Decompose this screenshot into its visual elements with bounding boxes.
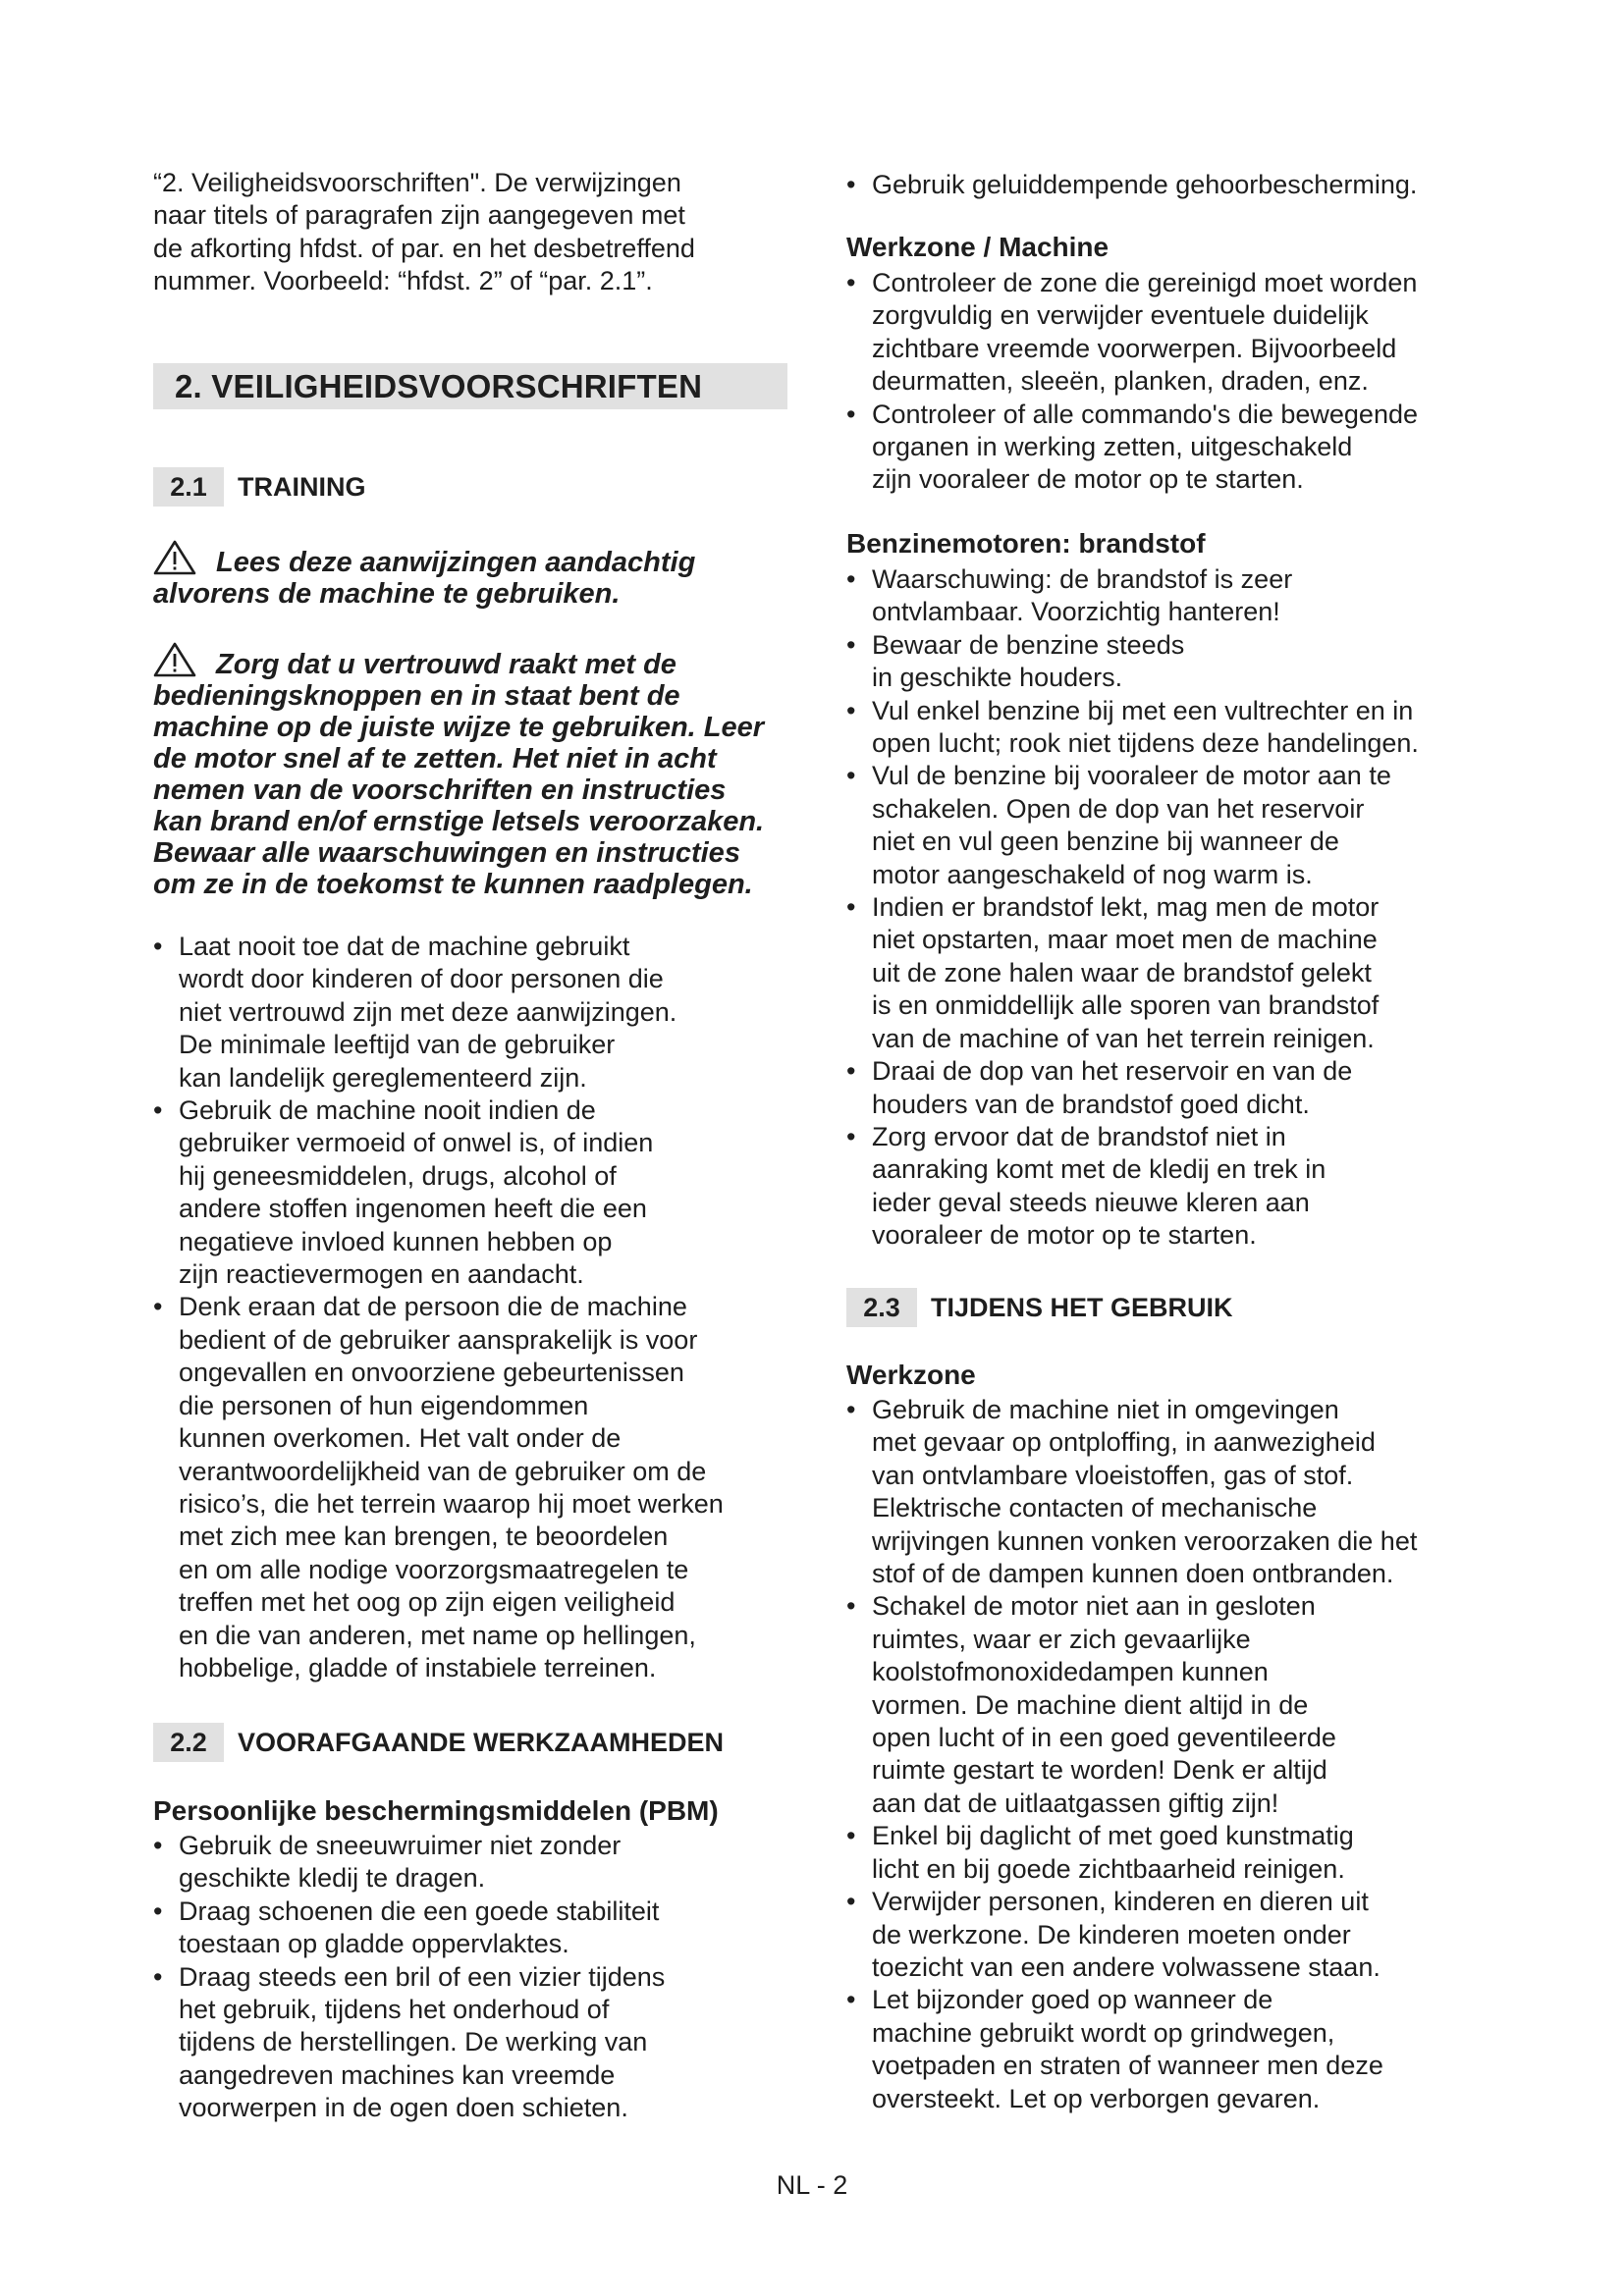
werkzone-bullet-list [846, 1394, 1485, 2115]
list-item: • Gebruik geluiddempende gehoorbescherming. [846, 169, 1485, 201]
list-item: • Let bijzonder goed op wanneer de machine gebruikt wordt op grindwegen, voetpaden en straten of wanneer men deze oversteekt. Let op verborgen gevaren. [846, 1984, 1485, 2115]
list-item: • Laat nooit toe dat de machine gebruikt wordt door kinderen of door personen die niet vertrouwd zijn met deze aanwijzingen. De minimale leeftijd van de gebruiker kan landelijk gereglementeerd zijn. [153, 931, 787, 1095]
section-title: TIJDENS HET GEBRUIK [931, 1293, 1233, 1322]
chapter-heading [153, 363, 787, 409]
list-item: • Bewaar de benzine steeds in geschikte houders. [846, 629, 1485, 695]
section-number: 2.3 [846, 1288, 917, 1327]
warning-line: Bewaar alle waarschuwingen en instructies [153, 837, 740, 869]
list-item: • Controleer of alle commando's die bewegende organen in werking zetten, uitgeschakeld zijn vooraleer de motor op te starten. [846, 399, 1485, 497]
warning-line: bedieningsknoppen en in staat bent de [153, 680, 680, 712]
training-bullet-list [153, 931, 787, 1684]
list-item: • Denk eraan dat de persoon die de machine bedient of de gebruiker aansprakelijk is voor ongevallen en onvoorziene gebeurtenissen die personen of hun eigendommen kunnen overkomen. Het valt onder de verantwoordelijkheid van de gebruiker om de risico’s, die het terrein waarop hij moet werken met zich mee kan brengen, te beoordelen en om alle nodige voorzorgsmaatregelen te treffen met het oog op zijn eigen veiligheid en die van anderen, met name op hellingen, hobbelige, gladde of instabiele terreinen. [153, 1291, 787, 1684]
intro-paragraph [153, 167, 787, 298]
werkzone-heading: Werkzone [846, 1360, 976, 1390]
chapter-title: 2. VEILIGHEIDSVOORSCHRIFTEN [175, 368, 703, 404]
section-heading-2-1 [153, 467, 787, 507]
warning-line: Zorg dat u vertrouwd raakt met de [216, 649, 677, 680]
section-heading-2-3 [846, 1288, 1485, 1327]
list-item: • Schakel de motor niet aan in gesloten ruimtes, waar er zich gevaarlijke koolstofmonoxidedampen kunnen vormen. De machine dient altijd in de open lucht of in een goed geventileerde ruimte gestart te worden! Denk er altijd aan dat de uitlaatgassen giftig zijn! [846, 1590, 1485, 1820]
benzine-heading: Benzinemotoren: brandstof [846, 528, 1206, 559]
warning-line: Lees deze aanwijzingen aandachtig [216, 547, 696, 578]
intro-line: de afkorting hfdst. of par. en het desbetreffend [153, 233, 695, 263]
section-number: 2.1 [153, 467, 224, 507]
warning-block-2 [153, 642, 787, 900]
list-item: • Draag steeds een bril of een vizier tijdens het gebruik, tijdens het onderhoud of tijdens de herstellingen. De werking van aangedreven machines kan vreemde voorwerpen in de ogen doen schieten. [153, 1961, 787, 2125]
pbm-heading: Persoonlijke beschermingsmiddelen (PBM) [153, 1795, 719, 1826]
list-item: • Indien er brandstof lekt, mag men de motor niet opstarten, maar moet men de machine uit de zone halen waar de brandstof gelekt is en onmiddellijk alle sporen van brandstof van de machine of van het terrein reinigen. [846, 891, 1485, 1055]
list-item: • Enkel bij daglicht of met goed kunstmatig licht en bij goede zichtbaarheid reinigen. [846, 1820, 1485, 1886]
intro-line: nummer. Voorbeeld: “hfdst. 2” of “par. 2.1”. [153, 266, 653, 296]
benzine-bullet-list [846, 563, 1485, 1253]
list-item: • Verwijder personen, kinderen en dieren uit de werkzone. De kinderen moeten onder toezicht van een andere volwassene staan. [846, 1886, 1485, 1984]
warning-line: de motor snel af te zetten. Het niet in acht [153, 743, 717, 774]
list-item: • Vul de benzine bij vooraleer de motor aan te schakelen. Open de dop van het reservoir niet en vul geen benzine bij wanneer de motor aangeschakeld of nog warm is. [846, 760, 1485, 891]
list-item: • Zorg ervoor dat de brandstof niet in aanraking komt met de kledij en trek in ieder geval steeds nieuwe kleren aan vooraleer de motor op te starten. [846, 1121, 1485, 1253]
warning-triangle-icon [153, 642, 196, 677]
pbm-bullet-list [153, 1830, 787, 2125]
werkzone-machine-heading: Werkzone / Machine [846, 232, 1110, 262]
list-item: • Waarschuwing: de brandstof is zeer ontvlambaar. Voorzichtig hanteren! [846, 563, 1485, 629]
list-item: • Controleer de zone die gereinigd moet worden zorgvuldig en verwijder eventuele duidelijk zichtbare vreemde voorwerpen. Bijvoorbeeld deurmatten, sleeën, planken, draden, enz. [846, 267, 1485, 399]
list-item: • Vul enkel benzine bij met een vultrechter en in open lucht; rook niet tijdens deze handelingen. [846, 695, 1485, 761]
page-number: NL - 2 [776, 2170, 848, 2200]
warning-line: om ze in de toekomst te kunnen raadplegen. [153, 869, 753, 900]
warning-line: alvorens de machine te gebruiken. [153, 578, 621, 610]
list-item: • Gebruik de machine nooit indien de gebruiker vermoeid of onwel is, of indien hij geneesmiddelen, drugs, alcohol of andere stoffen ingenomen heeft die een negatieve invloed kunnen hebben op zijn reactievermogen en aandacht. [153, 1095, 787, 1291]
warning-line: machine op de juiste wijze te gebruiken. Leer [153, 712, 765, 743]
list-item: • Draag schoenen die een goede stabiliteit toestaan op gladde oppervlaktes. [153, 1896, 787, 1961]
warning-block-1 [153, 540, 787, 610]
warning-triangle-icon [153, 540, 196, 575]
section-title: TRAINING [238, 472, 366, 502]
warning-line: nemen van de voorschriften en instructies [153, 774, 727, 806]
intro-line: “2. Veiligheidsvoorschriften". De verwijzingen [153, 168, 681, 197]
section-title: VOORAFGAANDE WERKZAAMHEDEN [238, 1728, 724, 1757]
intro-line: naar titels of paragrafen zijn aangegeven met [153, 200, 685, 231]
warning-line: kan brand en/of ernstige letsels veroorzaken. [153, 806, 765, 837]
section-number: 2.2 [153, 1723, 224, 1762]
list-item: • Draai de dop van het reservoir en van de houders van de brandstof goed dicht. [846, 1055, 1485, 1121]
list-item: • Gebruik de sneeuwruimer niet zonder geschikte kledij te dragen. [153, 1830, 787, 1896]
section-heading-2-2 [153, 1723, 787, 1762]
werkzone-machine-bullet-list [846, 267, 1485, 497]
list-item: • Gebruik de machine niet in omgevingen met gevaar op ontploffing, in aanwezigheid van ontvlambare vloeistoffen, gas of stof. Elektrische contacten of mechanische wrijvingen kunnen vonken veroorzaken die het stof of de dampen kunnen doen ontbranden. [846, 1394, 1485, 1590]
hearing-bullet-list [846, 169, 1485, 201]
